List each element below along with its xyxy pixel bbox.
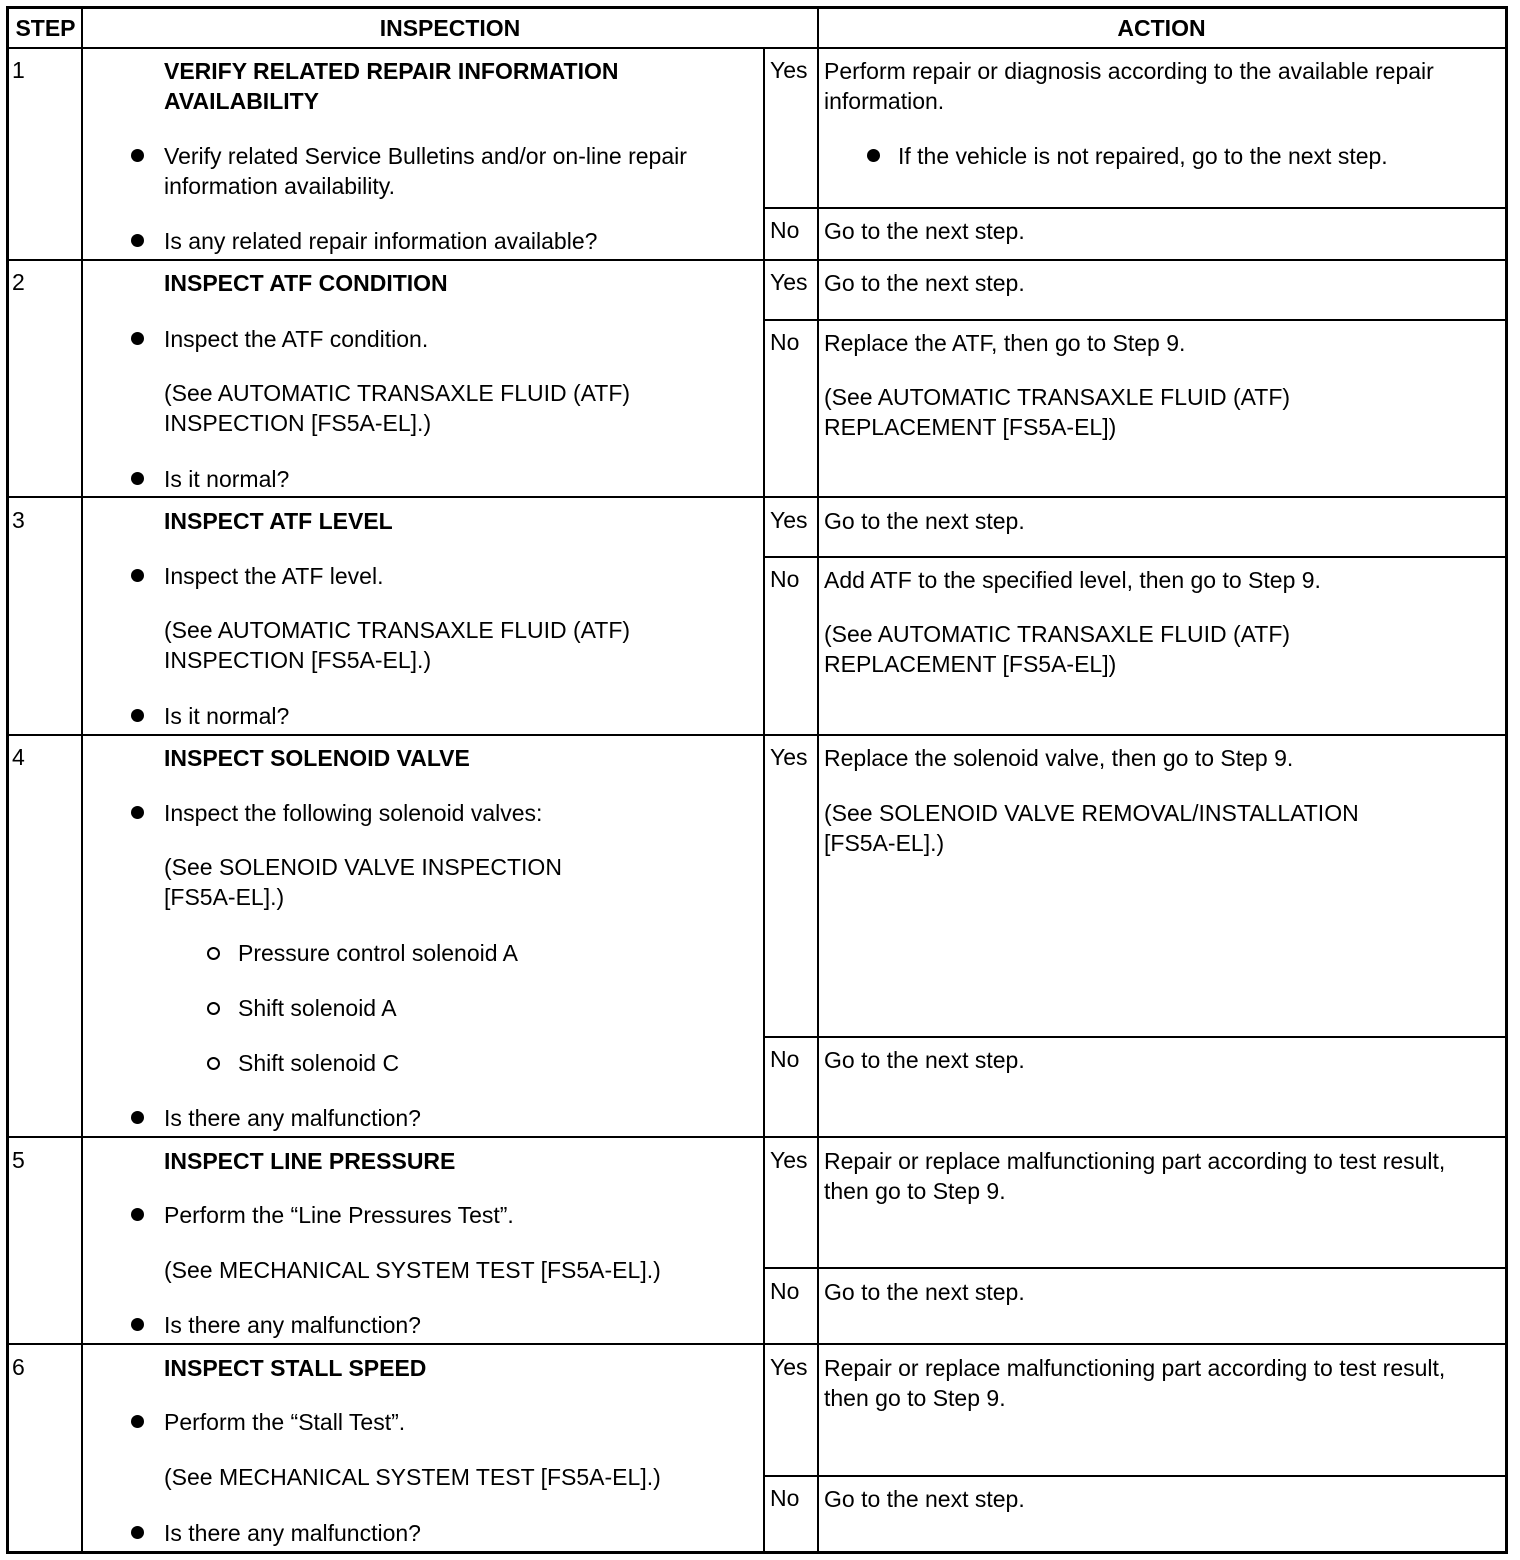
yes-label: Yes (770, 744, 808, 770)
yes-no-divider (764, 207, 1505, 209)
no-action-text: Go to the next step. (824, 1047, 1025, 1073)
no-action-reference: (See AUTOMATIC TRANSAXLE FLUID (ATF) (824, 384, 1291, 410)
inspection-item-text: Is there any malfunction? (164, 1520, 421, 1546)
bullet-dot-icon (131, 1415, 144, 1428)
bullet-ring-icon (207, 1057, 220, 1070)
yes-no-divider (764, 1267, 1505, 1269)
yes-action-text: then go to Step 9. (824, 1385, 1006, 1411)
inspection-title: AVAILABILITY (164, 88, 320, 114)
no-action-text: Go to the next step. (824, 1486, 1025, 1512)
header-divider (9, 47, 1505, 49)
step-divider (9, 734, 1505, 736)
yes-action-text: then go to Step 9. (824, 1178, 1006, 1204)
yes-no-divider (764, 556, 1505, 558)
yes-action-text: Go to the next step. (824, 270, 1025, 296)
step-number: 3 (12, 507, 25, 533)
bullet-dot-icon (131, 234, 144, 247)
bullet-dot-icon (131, 806, 144, 819)
no-label: No (770, 1485, 800, 1511)
inspection-item-text: (See MECHANICAL SYSTEM TEST [FS5A-EL].) (164, 1464, 661, 1490)
inspection-header-divider (817, 9, 819, 48)
sub-item-text: Pressure control solenoid A (238, 940, 518, 966)
step-number: 2 (12, 269, 25, 295)
yes-no-column-divider (763, 48, 765, 1551)
yes-label: Yes (770, 57, 808, 83)
inspection-item-text: Inspect the following solenoid valves: (164, 800, 543, 826)
inspection-item-text: Is there any malfunction? (164, 1312, 421, 1338)
step-number: 5 (12, 1147, 25, 1173)
inspection-item-text: information availability. (164, 173, 395, 199)
bullet-dot-icon (131, 709, 144, 722)
step-divider (9, 1343, 1505, 1345)
no-label: No (770, 329, 800, 355)
yes-action-text: Replace the solenoid valve, then go to Step 9. (824, 745, 1294, 771)
yes-action-text: information. (824, 88, 945, 114)
bullet-dot-icon (131, 472, 144, 485)
yes-label: Yes (770, 507, 808, 533)
inspection-item-text: INSPECTION [FS5A-EL].) (164, 647, 432, 673)
inspection-item-text: (See SOLENOID VALVE INSPECTION (164, 854, 562, 880)
step-number: 6 (12, 1354, 25, 1380)
inspection-title: INSPECT ATF CONDITION (164, 270, 448, 296)
yes-action-subitem: If the vehicle is not repaired, go to the next step. (898, 143, 1388, 169)
bullet-ring-icon (207, 1002, 220, 1015)
inspection-item-text: INSPECTION [FS5A-EL].) (164, 410, 432, 436)
yes-action-text: Repair or replace malfunctioning part according to test result, (824, 1148, 1446, 1174)
bullet-dot-icon (131, 569, 144, 582)
step-number: 4 (12, 744, 25, 770)
step-number: 1 (12, 57, 25, 83)
header-step: STEP (15, 15, 76, 41)
step-divider (9, 496, 1505, 498)
no-action-text: Go to the next step. (824, 218, 1025, 244)
inspection-title: INSPECT LINE PRESSURE (164, 1148, 456, 1174)
sub-item-text: Shift solenoid C (238, 1050, 400, 1076)
sub-item-text: Shift solenoid A (238, 995, 397, 1021)
no-action-text: Go to the next step. (824, 1279, 1025, 1305)
inspection-item-text: (See AUTOMATIC TRANSAXLE FLUID (ATF) (164, 617, 631, 643)
no-action-text: Replace the ATF, then go to Step 9. (824, 330, 1186, 356)
inspection-item-text: (See AUTOMATIC TRANSAXLE FLUID (ATF) (164, 380, 631, 406)
yes-no-divider (764, 1475, 1505, 1477)
inspection-title: INSPECT STALL SPEED (164, 1355, 427, 1381)
inspection-item-text: Inspect the ATF condition. (164, 326, 429, 352)
no-action-text: Add ATF to the specified level, then go to Step 9. (824, 567, 1321, 593)
diagnostic-table (6, 6, 1508, 1554)
inspection-title: VERIFY RELATED REPAIR INFORMATION (164, 58, 619, 84)
bullet-dot-icon (131, 1526, 144, 1539)
inspection-item-text: Perform the “Stall Test”. (164, 1409, 406, 1435)
header-inspection: INSPECTION (379, 15, 521, 41)
step-divider (9, 259, 1505, 261)
yes-action-text: Repair or replace malfunctioning part according to test result, (824, 1355, 1446, 1381)
no-action-reference: (See AUTOMATIC TRANSAXLE FLUID (ATF) (824, 621, 1291, 647)
inspection-item-text: (See MECHANICAL SYSTEM TEST [FS5A-EL].) (164, 1257, 661, 1283)
yes-action-text: Perform repair or diagnosis according to the available repair (824, 58, 1434, 84)
inspection-item-text: Is it normal? (164, 703, 290, 729)
bullet-dot-icon (131, 1111, 144, 1124)
action-column-divider (817, 48, 819, 1551)
inspection-item-text: Inspect the ATF level. (164, 563, 384, 589)
no-label: No (770, 1046, 800, 1072)
yes-action-reference: (See SOLENOID VALVE REMOVAL/INSTALLATION (824, 800, 1359, 826)
no-action-reference: REPLACEMENT [FS5A-EL]) (824, 651, 1117, 677)
bullet-dot-icon (131, 149, 144, 162)
header-action: ACTION (1117, 15, 1206, 41)
inspection-item-text: Perform the “Line Pressures Test”. (164, 1202, 514, 1228)
inspection-title: INSPECT SOLENOID VALVE (164, 745, 470, 771)
no-label: No (770, 566, 800, 592)
bullet-ring-icon (207, 947, 220, 960)
yes-no-divider (764, 319, 1505, 321)
inspection-item-text: Is there any malfunction? (164, 1105, 421, 1131)
inspection-item-text: Verify related Service Bulletins and/or on-line repair (164, 143, 687, 169)
step-column-divider (81, 9, 83, 1551)
yes-action-text: Go to the next step. (824, 508, 1025, 534)
bullet-dot-icon (131, 1208, 144, 1221)
inspection-item-text: [FS5A-EL].) (164, 884, 285, 910)
bullet-dot-icon (131, 1318, 144, 1331)
inspection-item-text: Is any related repair information available? (164, 228, 598, 254)
no-label: No (770, 1278, 800, 1304)
yes-label: Yes (770, 1147, 808, 1173)
bullet-dot-icon (131, 332, 144, 345)
no-action-reference: REPLACEMENT [FS5A-EL]) (824, 414, 1117, 440)
yes-label: Yes (770, 1354, 808, 1380)
bullet-dot-icon (867, 149, 880, 162)
yes-action-reference: [FS5A-EL].) (824, 830, 945, 856)
step-divider (9, 1136, 1505, 1138)
yes-label: Yes (770, 269, 808, 295)
no-label: No (770, 217, 800, 243)
inspection-title: INSPECT ATF LEVEL (164, 508, 393, 534)
inspection-item-text: Is it normal? (164, 466, 290, 492)
yes-no-divider (764, 1036, 1505, 1038)
